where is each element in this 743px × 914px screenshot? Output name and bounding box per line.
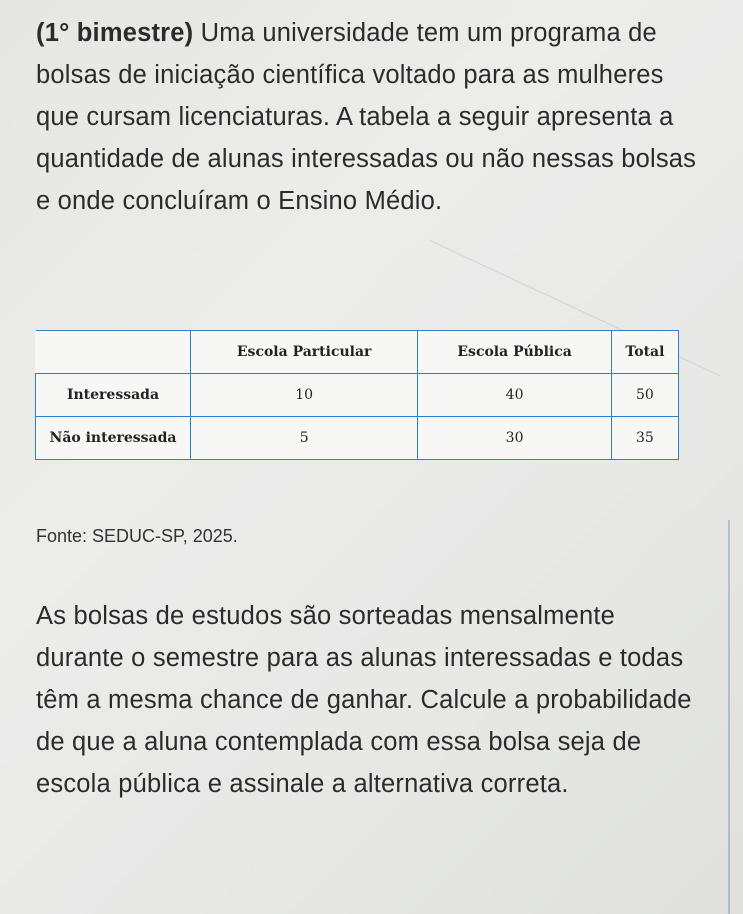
question-paragraph: As bolsas de estudos são sorteadas mensalmente durante o semestre para as alunas interessadas e todas têm a mesma chance de ganhar. Calcule a probabilidade de que a aluna contemplada com essa bolsa seja de escola pública e assinale a alternativa correta. xyxy=(36,602,692,798)
bimester-label: (1° bimestre) xyxy=(36,19,194,47)
source-caption: Fonte: SEDUC-SP, 2025. xyxy=(36,526,238,546)
table-cell: 5 xyxy=(191,417,418,460)
header-escola-publica: Escola Pública xyxy=(418,331,612,374)
header-escola-particular: Escola Particular xyxy=(191,331,418,374)
data-table xyxy=(35,330,679,460)
intro-paragraph xyxy=(36,12,701,222)
table-header-row xyxy=(36,331,679,374)
table-cell: 35 xyxy=(611,417,678,460)
table-row xyxy=(36,417,679,460)
row-label-nao-interessada: Não interessada xyxy=(36,417,191,460)
intro-text: Uma universidade tem um programa de bolsas de iniciação científica voltado para as mulheres que cursam licenciaturas. A tabela a seguir apresenta a quantidade de alunas interessadas ou não nessas bolsas e onde concluíram o Ensino Médio. xyxy=(36,19,697,215)
row-label-interessada: Interessada xyxy=(36,374,191,417)
table-cell: 10 xyxy=(191,374,418,417)
table-cell: 40 xyxy=(418,374,612,417)
header-total: Total xyxy=(611,331,678,374)
table-row xyxy=(36,374,679,417)
table-cell: 30 xyxy=(418,417,612,460)
table-cell: 50 xyxy=(611,374,678,417)
page-edge-line xyxy=(728,520,730,914)
table-corner-cell xyxy=(36,331,191,374)
